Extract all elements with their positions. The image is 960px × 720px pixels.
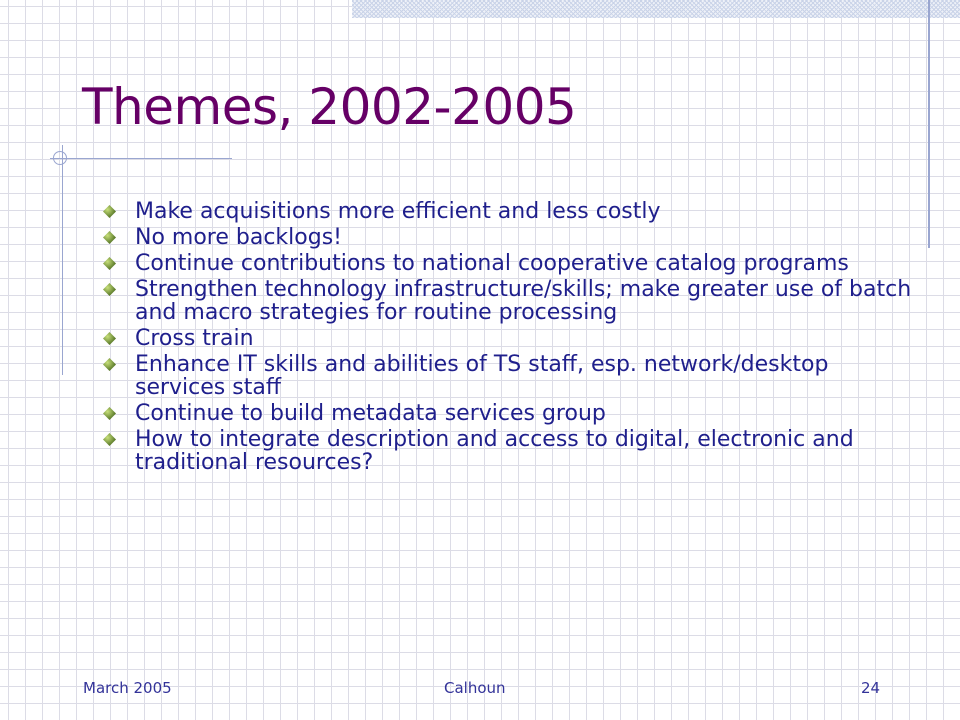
footer-page-number: 24: [861, 679, 881, 697]
bullet-text: Make acquisitions more efficient and less costly: [135, 199, 661, 224]
bullet-item: [100, 327, 920, 350]
bullet-item: [100, 353, 920, 399]
bullet-text: No more backlogs!: [135, 225, 342, 250]
diamond-bullet-icon: [103, 205, 116, 218]
footer-date: March 2005: [83, 679, 172, 697]
diamond-bullet-icon: [103, 231, 116, 244]
decorative-circle-icon: [53, 151, 67, 165]
footer-author: Calhoun: [444, 679, 506, 697]
bullet-text: Continue contributions to national cooperative catalog programs: [135, 251, 849, 276]
diamond-bullet-icon: [103, 433, 116, 446]
bullet-item: [100, 252, 920, 275]
bullet-item: [100, 402, 920, 425]
bullet-text: Continue to build metadata services group: [135, 401, 606, 426]
bullet-text: How to integrate description and access to digital, electronic and traditional resources?: [135, 427, 854, 475]
title-underline-rule: [50, 158, 232, 159]
bullet-text: Cross train: [135, 326, 254, 351]
decorative-left-rule: [62, 145, 63, 375]
bullet-item: [100, 428, 920, 474]
diamond-bullet-icon: [103, 257, 116, 270]
diamond-bullet-icon: [103, 283, 116, 296]
bullet-list: [100, 200, 920, 477]
bullet-text: Strengthen technology infrastructure/skills; make greater use of batch and macro strategies for routine processing: [135, 277, 912, 325]
diamond-bullet-icon: [103, 358, 116, 371]
bullet-item: [100, 226, 920, 249]
diamond-bullet-icon: [103, 407, 116, 420]
bullet-item: [100, 278, 920, 324]
decorative-top-band: [352, 0, 960, 18]
slide-title: Themes, 2002-2005: [82, 78, 577, 136]
decorative-vertical-line: [928, 0, 930, 248]
bullet-item: [100, 200, 920, 223]
bullet-text: Enhance IT skills and abilities of TS staff, esp. network/desktop services staff: [135, 352, 829, 400]
diamond-bullet-icon: [103, 332, 116, 345]
